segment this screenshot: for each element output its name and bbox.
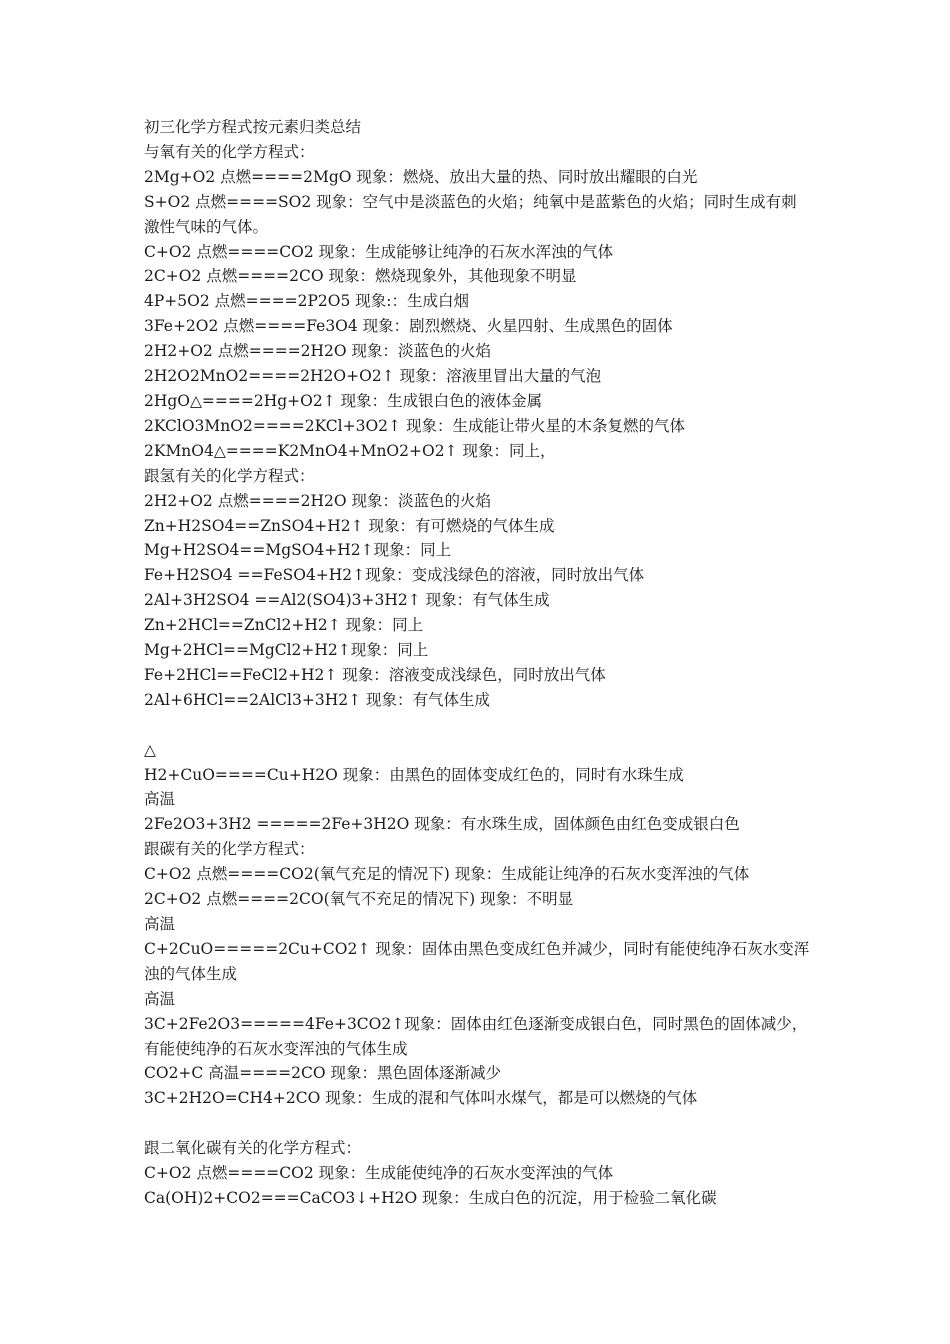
blank-line: [144, 713, 810, 738]
text-line: 2HgO△====2Hg+O2↑ 现象：生成银白色的液体金属: [144, 391, 543, 410]
text-line: H2+CuO====Cu+H2O 现象：由黑色的固体变成红色的，同时有水珠生成: [144, 765, 684, 784]
text-line: 2Al+3H2SO4 ==Al2(SO4)3+3H2↑ 现象：有气体生成: [144, 591, 550, 610]
text-line: 2KClO3MnO2====2KCl+3O2↑ 现象：生成能让带火星的木条复燃的气体: [144, 416, 685, 435]
text-line: Zn+2HCl==ZnCl2+H2↑ 现象：同上: [144, 616, 424, 635]
text-line: C+2CuO=====2Cu+CO2↑ 现象：固体由黑色变成红色并减少，同时有能使纯净石灰水变浑浊的气体生成: [144, 939, 810, 983]
text-line: 跟氢有关的化学方程式：: [144, 466, 315, 485]
text-line: 3Fe+2O2 点燃====Fe3O4 现象：剧烈燃烧、火星四射、生成黑色的固体: [144, 317, 673, 336]
text-line: 2C+O2 点燃====2CO(氧气不充足的情况下) 现象：不明显: [144, 890, 574, 909]
text-line: 2H2+O2 点燃====2H2O 现象：淡蓝色的火焰: [144, 491, 492, 510]
text-line: Ca(OH)2+CO2===CaCO3↓+H2O 现象：生成白色的沉淀，用于检验二氧化碳: [144, 1188, 717, 1207]
text-line: 2Fe2O3+3H2 =====2Fe+3H2O 现象：有水珠生成，固体颜色由红色变成银白色: [144, 815, 740, 834]
text-line: 高温: [144, 914, 176, 933]
text-line: 跟二氧化碳有关的化学方程式：: [144, 1139, 362, 1158]
text-line: 2Al+6HCl==2AlCl3+3H2↑ 现象：有气体生成: [144, 690, 491, 709]
text-line: C+O2 点燃====CO2 现象：生成能使纯净的石灰水变浑浊的气体: [144, 1164, 614, 1183]
text-line: 4P+5O2 点燃====2P2O5 现象:：生成白烟: [144, 292, 469, 311]
text-line: Fe+2HCl==FeCl2+H2↑ 现象：溶液变成浅绿色，同时放出气体: [144, 665, 606, 684]
text-line: 跟碳有关的化学方程式：: [144, 840, 315, 859]
text-line: 2KMnO4△====K2MnO4+MnO2+O2↑ 现象：同上，: [144, 441, 556, 460]
document-body: [144, 115, 810, 1211]
text-line: C+O2 点燃====CO2 现象：生成能够让纯净的石灰水浑浊的气体: [144, 242, 614, 261]
text-line: 3C+2Fe2O3=====4Fe+3CO2↑现象：固体由红色逐渐变成银白色，同时黑色的固体减少，有能使纯净的石灰水变浑浊的气体生成: [144, 1014, 808, 1058]
text-line: C+O2 点燃====CO2(氧气充足的情况下) 现象：生成能让纯净的石灰水变浑浊的气体: [144, 865, 750, 884]
text-line: Mg+2HCl==MgCl2+H2↑现象：同上: [144, 641, 429, 660]
text-line: Zn+H2SO4==ZnSO4+H2↑ 现象：有可燃烧的气体生成: [144, 516, 555, 535]
blank-line: [144, 1111, 810, 1136]
document-title: 初三化学方程式按元素归类总结: [144, 118, 362, 136]
text-line: S+O2 点燃====SO2 现象：空气中是淡蓝色的火焰；纯氧中是蓝紫色的火焰；同时生成有刺激性气味的气体。: [144, 192, 797, 236]
text-line: 2H2O2MnO2====2H2O+O2↑ 现象：溶液里冒出大量的气泡: [144, 367, 602, 386]
text-line: 与氧有关的化学方程式：: [144, 142, 315, 161]
text-line: △: [144, 740, 156, 759]
text-line: 2H2+O2 点燃====2H2O 现象：淡蓝色的火焰: [144, 342, 492, 361]
text-line: 高温: [144, 790, 176, 809]
text-line: Mg+H2SO4==MgSO4+H2↑现象：同上: [144, 541, 452, 560]
text-line: 高温: [144, 989, 176, 1008]
document-lines: [144, 140, 810, 1211]
text-line: 2C+O2 点燃====2CO 现象：燃烧现象外，其他现象不明显: [144, 267, 577, 286]
text-line: 2Mg+O2 点燃====2MgO 现象：燃烧、放出大量的热、同时放出耀眼的白光: [144, 167, 698, 186]
text-line: 3C+2H2O=CH4+2CO 现象：生成的混和气体叫水煤气，都是可以燃烧的气体: [144, 1089, 698, 1108]
text-line: CO2+C 高温====2CO 现象：黑色固体逐渐减少: [144, 1064, 502, 1083]
text-line: Fe+H2SO4 ==FeSO4+H2↑现象：变成浅绿色的溶液，同时放出气体: [144, 566, 645, 585]
